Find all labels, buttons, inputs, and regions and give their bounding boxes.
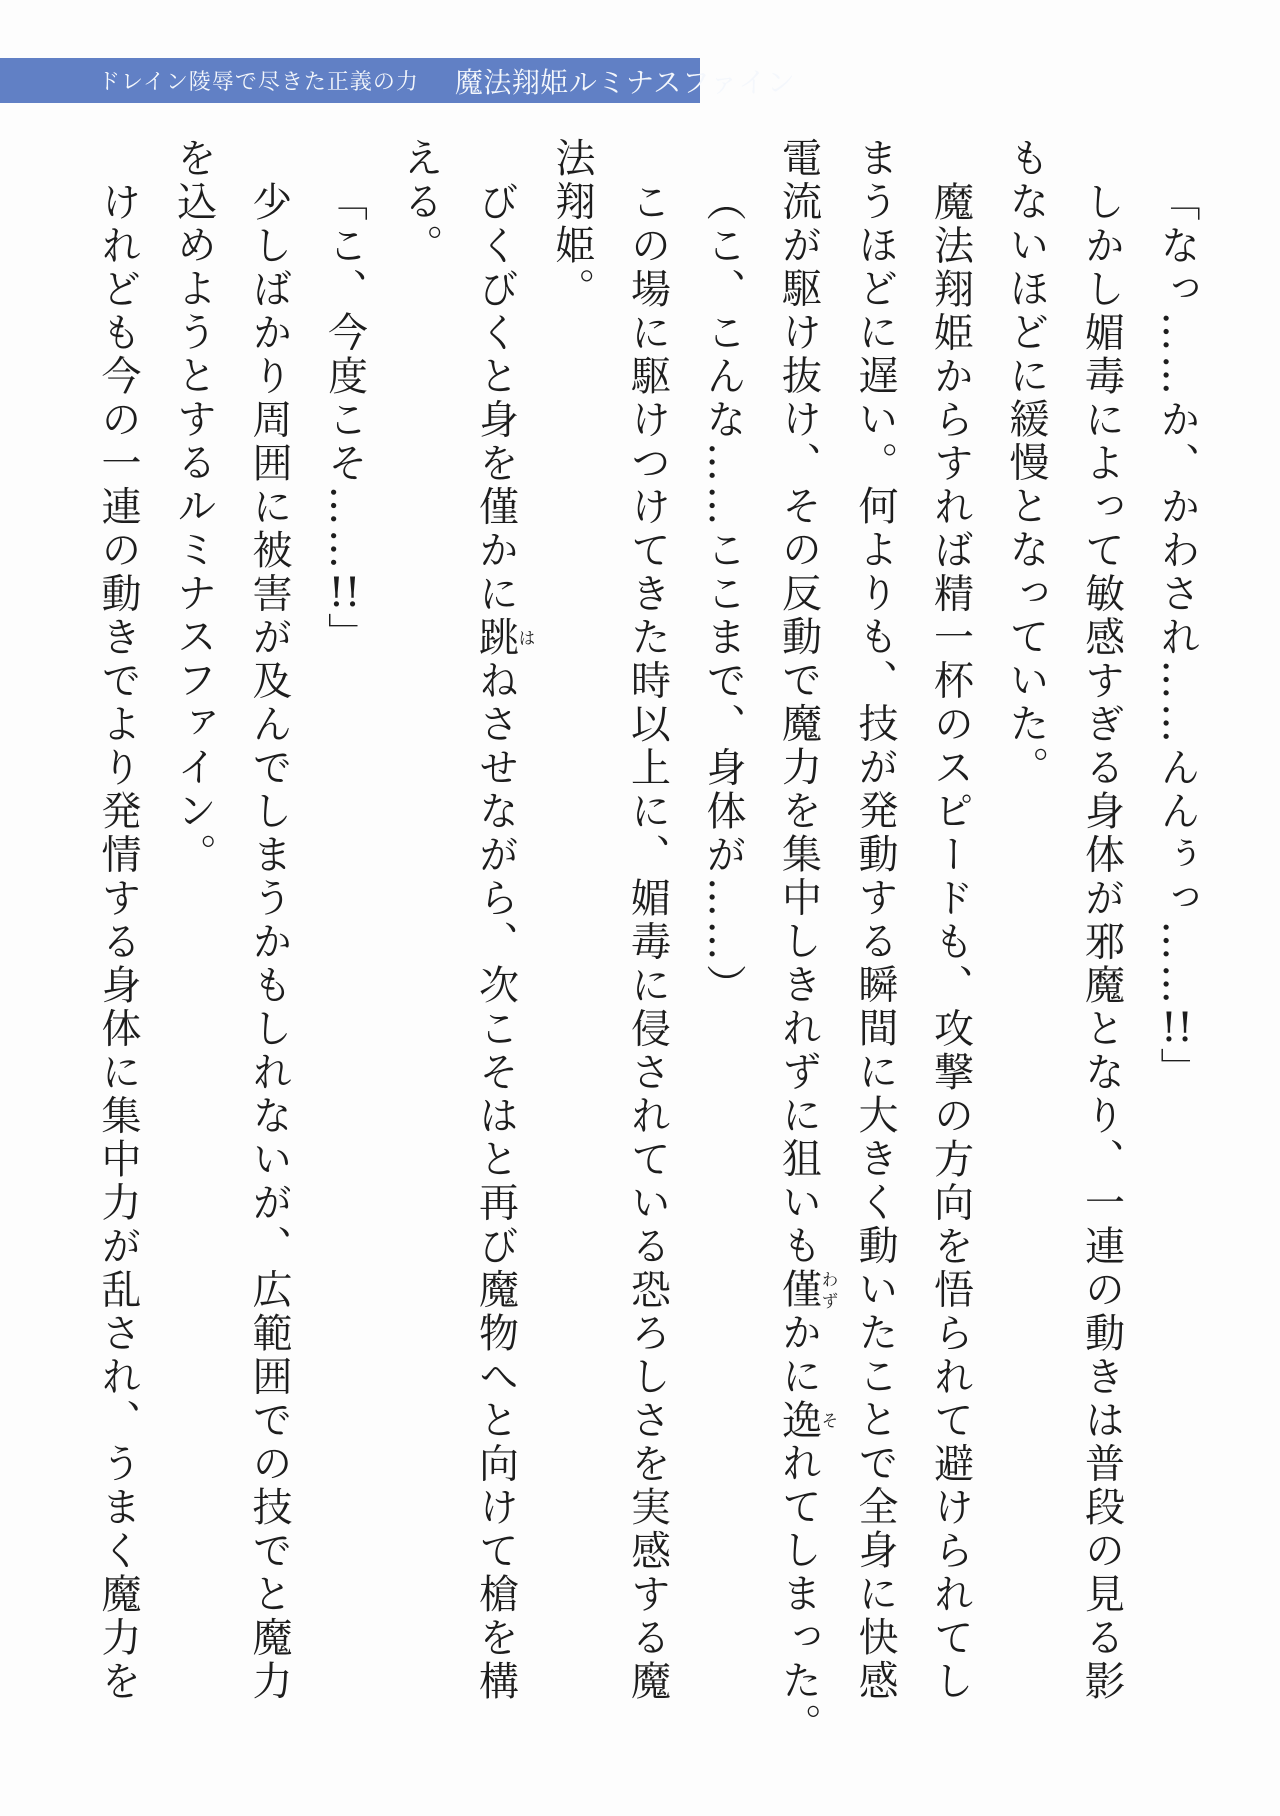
tate-chu-yoko-exclamation: !! [328,572,361,613]
ruby-annotated-text: 逸そ [775,1398,838,1442]
running-header [0,58,796,103]
text-line: 法翔姫。 [549,137,595,311]
text-line: 「こ、今度こそ……!!」 [321,181,368,656]
body-text [78,137,1214,1755]
tate-chu-yoko-exclamation: !! [1160,1007,1194,1048]
text-line: 少しばかり周囲に被害が及んでしまうかもしれないが、広範囲での技でと魔力 [246,181,292,1704]
text-line: える。 [397,137,443,268]
text-line: けれども今の一連の動きでより発情する身体に集中力が乱され、うまく魔力を [95,181,141,1704]
work-title: 魔法翔姫ルミナスファイン [454,65,796,99]
text-line: この場に駆けつけてきた時以上に、媚毒に侵されている恐ろしさを実感する魔 [624,181,671,1704]
text-line: を込めようとするルミナスファイン。 [170,137,217,877]
text-line: びくびくと身を僅かに跳はねさせながら、次こそはと再び魔物へと向けて槍を構 [472,181,535,1704]
text-line: 電流が駆け抜け、その反動で魔力を集中しきれずに狙いも僅わずかに逸それてしまった。 [775,137,838,1747]
ruby-annotated-text: 跳は [472,616,535,660]
series-title: ドレイン陵辱で尽きた正義の力 [98,70,419,95]
text-line: まうほどに遅い。何よりも、技が発動する瞬間に大きく動いたことで全身に快感 [852,137,898,1703]
text-line: 「なっ……か、かわされ……んんぅっ……!!」 [1154,181,1200,1091]
text-line: もないほどに緩慢となっていた。 [1003,137,1049,790]
text-line: 魔法翔姫からすれば精一杯のスピードも、攻撃の方向を悟られて避けられてし [927,181,974,1704]
text-line: （こ、こんな……ここまで、身体が……） [700,181,746,1008]
text-line: しかし媚毒によって敏感すぎる身体が邪魔となり、一連の動きは普段の見る影 [1078,181,1125,1704]
ruby-annotated-text: 僅わず [775,1268,838,1312]
